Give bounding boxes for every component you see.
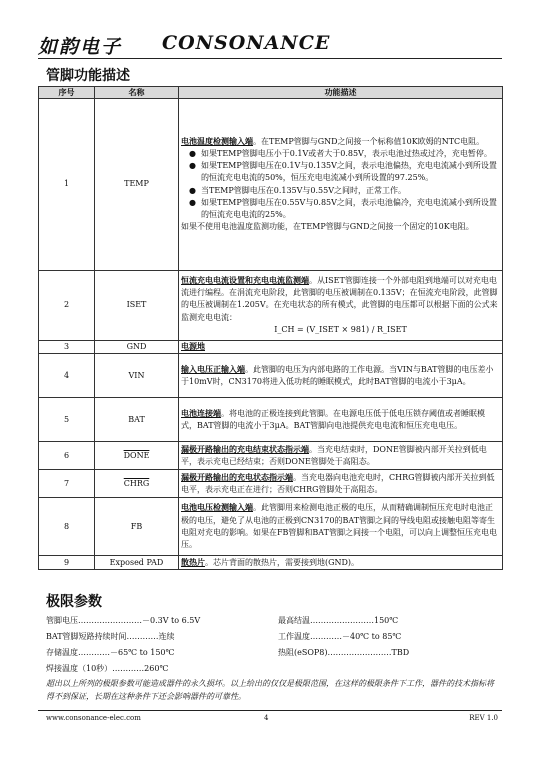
- desc-title: 电池连接端: [181, 408, 221, 418]
- table-row: [39, 556, 503, 570]
- limits-section-title: 极限参数: [46, 594, 102, 610]
- desc-title: 漏极开路输出的充电状态指示端: [181, 472, 293, 482]
- desc-text: 。当充电结束时，DONE管脚被内部开关拉到低电平，表示充电已经结束；否则DONE管脚处于高阻态。: [181, 444, 487, 466]
- footer-website[interactable]: www.consonance-elec.com: [46, 714, 141, 722]
- pin-num: 3: [39, 341, 95, 354]
- brand-cn: 如韵电子: [38, 36, 123, 58]
- table-row: [39, 498, 503, 556]
- page-number: 4: [264, 714, 269, 722]
- page-footer: [46, 714, 498, 724]
- table-row: [39, 470, 503, 498]
- list-item: [46, 629, 506, 645]
- revision-label: REV 1.0: [469, 714, 498, 722]
- pin-name: GND: [95, 341, 179, 354]
- desc-text: 。此管脚用来检测电池正极的电压，从而精确调制恒压充电时电池正极的电压，避免了从电池的正极到CN3170的BAT管脚之间的导线电阻或接触电阻等寄生电阻对充电的影响。如果在FB管脚和BAT管脚之间接一个电阻，可以向上调整恒压充电电压。: [181, 503, 497, 549]
- pin-desc: [179, 442, 503, 470]
- desc-tail: 如果不使用电池温度监测功能，在TEMP管脚与GND之间接一个固定的10K电阻。: [181, 222, 474, 232]
- table-row: [39, 271, 503, 341]
- pin-name-cell: [95, 470, 179, 498]
- pin-section-title: 管脚功能描述: [46, 68, 130, 84]
- col-header-name: 名称: [95, 87, 179, 99]
- limits-list: [46, 613, 506, 677]
- pin-name: BAT: [95, 398, 179, 442]
- bullet-item: ● 如果TEMP管脚电压在0.55V与0.85V之间，表示电池偏冷，充电电流减小到所设置的恒流充电电流的25%。: [181, 197, 500, 221]
- table-row: [39, 398, 503, 442]
- pin-num: 2: [39, 271, 95, 341]
- desc-text: 。将电池的正极连接到此管脚。在电源电压低于低电压锁存阈值或者睡眠模式，BAT管脚的电流小于3μA。BAT管脚向电池提供充电电流和恒压充电电压。: [181, 408, 485, 430]
- limit-left: 焊接温度（10秒）…………260℃: [46, 664, 169, 673]
- col-header-num: 序号: [39, 87, 95, 99]
- desc-text: 。从ISET管脚连接一个外部电阻到地端可以对充电电流进行编程。在涓流充电阶段，此管脚的电压被调制在0.135V；在恒流充电阶段，此管脚的电压被调制在1.205V。在充电状态的所有模式，此管脚的电压都可以根据下面的公式来监测充电电流：: [181, 275, 498, 322]
- pin-num: 6: [39, 442, 95, 470]
- table-header-row: [39, 87, 503, 99]
- table-row: [39, 354, 503, 398]
- pin-name: Exposed PAD: [95, 556, 179, 570]
- bullet-item: ● 如果TEMP管脚电压小于0.1V或者大于0.85V，表示电池过热或过冷，充电暂停。: [181, 148, 500, 160]
- current-formula: I_CH = (V_ISET × 981) / R_ISET: [274, 324, 407, 334]
- desc-title: 电池电压检测输入端: [181, 503, 253, 513]
- brand-en: CONSONANCE: [162, 32, 331, 54]
- desc-text: 。芯片背面的散热片，需要接到地(GND)。: [205, 557, 360, 567]
- limit-left: 存储温度…………－65℃ to 150℃: [46, 648, 175, 657]
- pin-num: 4: [39, 354, 95, 398]
- desc-title: 散热片: [181, 557, 205, 567]
- pin-name: ISET: [95, 271, 179, 341]
- desc-title: 输入电压正输入端: [181, 364, 245, 374]
- pin-num: 8: [39, 498, 95, 556]
- desc-text: 。当充电器向电池充电时，CHRG管脚被内部开关拉到低电平，表示充电正在进行；否则CHRG管脚处于高阻态。: [181, 472, 495, 494]
- page-header: [38, 30, 508, 60]
- footer-rule: [38, 710, 502, 711]
- pin-desc: [179, 341, 503, 354]
- col-header-desc: 功能描述: [179, 87, 503, 99]
- desc-title: 漏极开路输出的充电结束状态指示端: [181, 444, 309, 454]
- header-rule: [38, 58, 502, 59]
- limit-left: 管脚电压……………………－0.3V to 6.5V: [46, 616, 201, 625]
- desc-title: 电池温度检测输入端: [181, 136, 253, 146]
- bullet-item: ● 当TEMP管脚电压在0.135V与0.55V之间时，正常工作。: [181, 185, 500, 197]
- pin-num: 1: [39, 99, 95, 271]
- pin-name: DONE: [123, 450, 150, 460]
- pin-name: VIN: [95, 354, 179, 398]
- list-item: [46, 613, 506, 629]
- pin-desc: [179, 398, 503, 442]
- desc-title: 电源地: [181, 342, 205, 351]
- pin-desc: [179, 556, 503, 570]
- table-row: [39, 442, 503, 470]
- pin-num: 5: [39, 398, 95, 442]
- pin-num: 9: [39, 556, 95, 570]
- list-item: [46, 645, 506, 661]
- limit-right: 热阻(eSOP8)……………………TBD: [278, 648, 410, 657]
- desc-title: 恒流充电电流设置和充电电流监测端: [181, 275, 309, 285]
- desc-text: 。此管脚的电压为内部电路的工作电源。当VIN与BAT管脚的电压差小于10mV时，CN3170将进入低功耗的睡眠模式，此时BAT管脚的电流小于3μA。: [181, 364, 494, 386]
- limit-left: BAT管脚短路持续时间…………连续: [46, 632, 175, 641]
- pin-desc: [179, 271, 503, 341]
- pin-desc: [179, 99, 503, 271]
- table-row: [39, 99, 503, 271]
- table-row: [39, 341, 503, 354]
- bullet-item: ● 如果TEMP管脚电压在0.1V与0.135V之间，表示电池偏热，充电电流减小到所设置的恒流充电电流的50%，恒压充电电流减小到所设置的97.25%。: [181, 160, 500, 184]
- pin-num: 7: [39, 470, 95, 498]
- desc-text: 。在TEMP管脚与GND之间接一个标称值10K欧姆的NTC电阻。: [253, 136, 485, 146]
- pin-name-cell: [95, 442, 179, 470]
- limit-right: 工作温度…………－40℃ to 85℃: [278, 632, 402, 641]
- pin-name: TEMP: [95, 99, 179, 271]
- pin-table: [38, 86, 503, 570]
- pin-desc: [179, 354, 503, 398]
- list-item: [46, 661, 506, 677]
- limit-right: 最高结温……………………150℃: [278, 616, 399, 625]
- pin-desc: [179, 498, 503, 556]
- pin-name: CHRG: [123, 478, 150, 488]
- pin-desc: [179, 470, 503, 498]
- pin-name: FB: [95, 498, 179, 556]
- limits-warning: 超出以上所列的极限参数可能造成器件的永久损坏。以上给出的仅仅是极限范围，在这样的极限条件下工作，器件的技术指标将得不到保证，长期在这种条件下还会影响器件的可靠性。: [46, 679, 494, 701]
